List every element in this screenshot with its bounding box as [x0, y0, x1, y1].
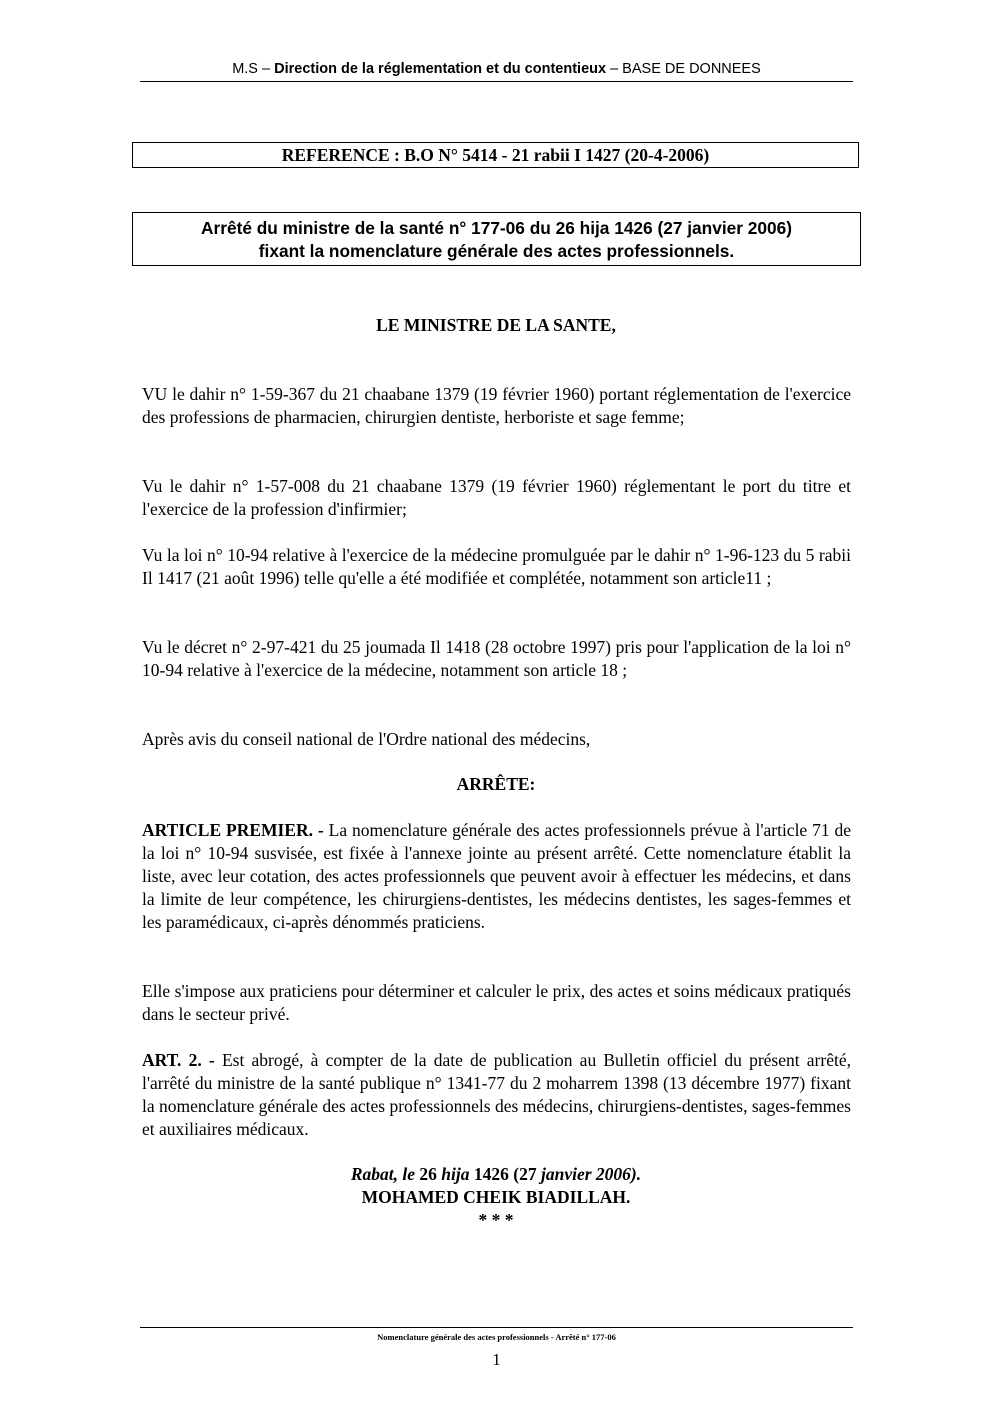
title-line-2: fixant la nomenclature générale des actes professionnels. — [258, 241, 735, 261]
minister-heading: LE MINISTRE DE LA SANTE, — [376, 315, 616, 335]
footer-divider — [140, 1327, 853, 1328]
title-box — [132, 212, 861, 266]
header-suffix: – BASE DE DONNEES — [606, 61, 761, 77]
title-line-1: Arrêté du ministre de la santé n° 177-06 du 26 hija 1426 (27 janvier 2006) — [201, 218, 792, 238]
reference-box — [132, 142, 859, 168]
article-2-text: Est abrogé, à compter de la date de publication au Bulletin officiel du présent arrêté, l'arrêté du ministre de la santé publique n° 1341-77 du 2 moharrem 1398 (13 décembre 1977) fixant la nomenclature générale des actes professionnels des médecins, chirurgiens-dentistes, sages-femmes et auxiliaires médicaux. — [142, 1050, 851, 1139]
article-2-paragraph — [142, 1049, 851, 1141]
article-1-paragraph-2: Elle s'impose aux praticiens pour déterminer et calculer le prix, des actes et soins médicaux pratiqués dans le secteur privé. — [142, 981, 851, 1024]
article-1-paragraph — [142, 819, 851, 934]
signature-place: Rabat, le — [350, 1164, 416, 1184]
reference-text: REFERENCE : B.O N° 5414 - 21 rabii I 1427 (20-4-2006) — [281, 145, 710, 165]
signature-name: MOHAMED CHEIK BIADILLAH. — [361, 1187, 631, 1207]
arrete-heading: ARRÊTE: — [456, 774, 536, 794]
page-number: 1 — [492, 1350, 501, 1369]
header-department: Direction de la réglementation et du contentieux — [274, 61, 607, 77]
visa-paragraph-4: Vu le décret n° 2-97-421 du 25 joumada Il 1418 (28 octobre 1997) pris pour l'application de la loi n° 10-94 relative à l'exercice de la médecine, notamment son article 18 ; — [142, 637, 851, 680]
signature-day: 26 — [415, 1164, 442, 1184]
signature-year: 1426 ( — [469, 1164, 520, 1184]
header-prefix: M.S – — [232, 61, 275, 77]
visa-paragraph-2: Vu le dahir n° 1-57-008 du 21 chaabane 1379 (19 février 1960) réglementant le port du titre et l'exercice de la profession d'infirmier; — [142, 476, 851, 519]
signature-date — [140, 1163, 852, 1186]
visa-paragraph-5: Après avis du conseil national de l'Ordre national des médecins, — [142, 729, 591, 749]
footer-text: Nomenclature générale des actes professionnels - Arrêté n° 177-06 — [377, 1332, 616, 1342]
article-1-label: ARTICLE PREMIER. - — [142, 820, 324, 840]
signature-greg-rest: janvier 2006). — [536, 1164, 642, 1184]
signature-stars: * * * — [478, 1210, 514, 1230]
visa-paragraph-1: VU le dahir n° 1-59-367 du 21 chaabane 1379 (19 février 1960) portant réglementation de l'exercice des professions de pharmacien, chirurgien dentiste, herboriste et sage femme; — [142, 384, 851, 427]
signature-month: hija — [441, 1164, 470, 1184]
article-1-text: La nomenclature générale des actes professionnels prévue à l'article 71 de la loi n° 10-94 susvisée, est fixée à l'annexe jointe au présent arrêté. Cette nomenclature établit la liste, avec leur cotation, des actes professionnels que peuvent avoir à effectuer les médecins, et dans la limite de leur compétence, les chirurgiens-dentistes, les médecins dentistes, les sages-femmes et les paramédicaux, ci-après dénommés praticiens. — [142, 820, 851, 932]
signature-block — [140, 1163, 852, 1232]
visa-paragraph-3: Vu la loi n° 10-94 relative à l'exercice de la médecine promulguée par le dahir n° 1-96-123 du 5 rabii Il 1417 (21 août 1996) telle qu'elle a été modifiée et complétée, notamment son article11 ; — [142, 545, 851, 588]
article-2-label: ART. 2. - — [142, 1050, 215, 1070]
page-header — [140, 60, 853, 82]
signature-greg-day: 27 — [519, 1164, 537, 1184]
